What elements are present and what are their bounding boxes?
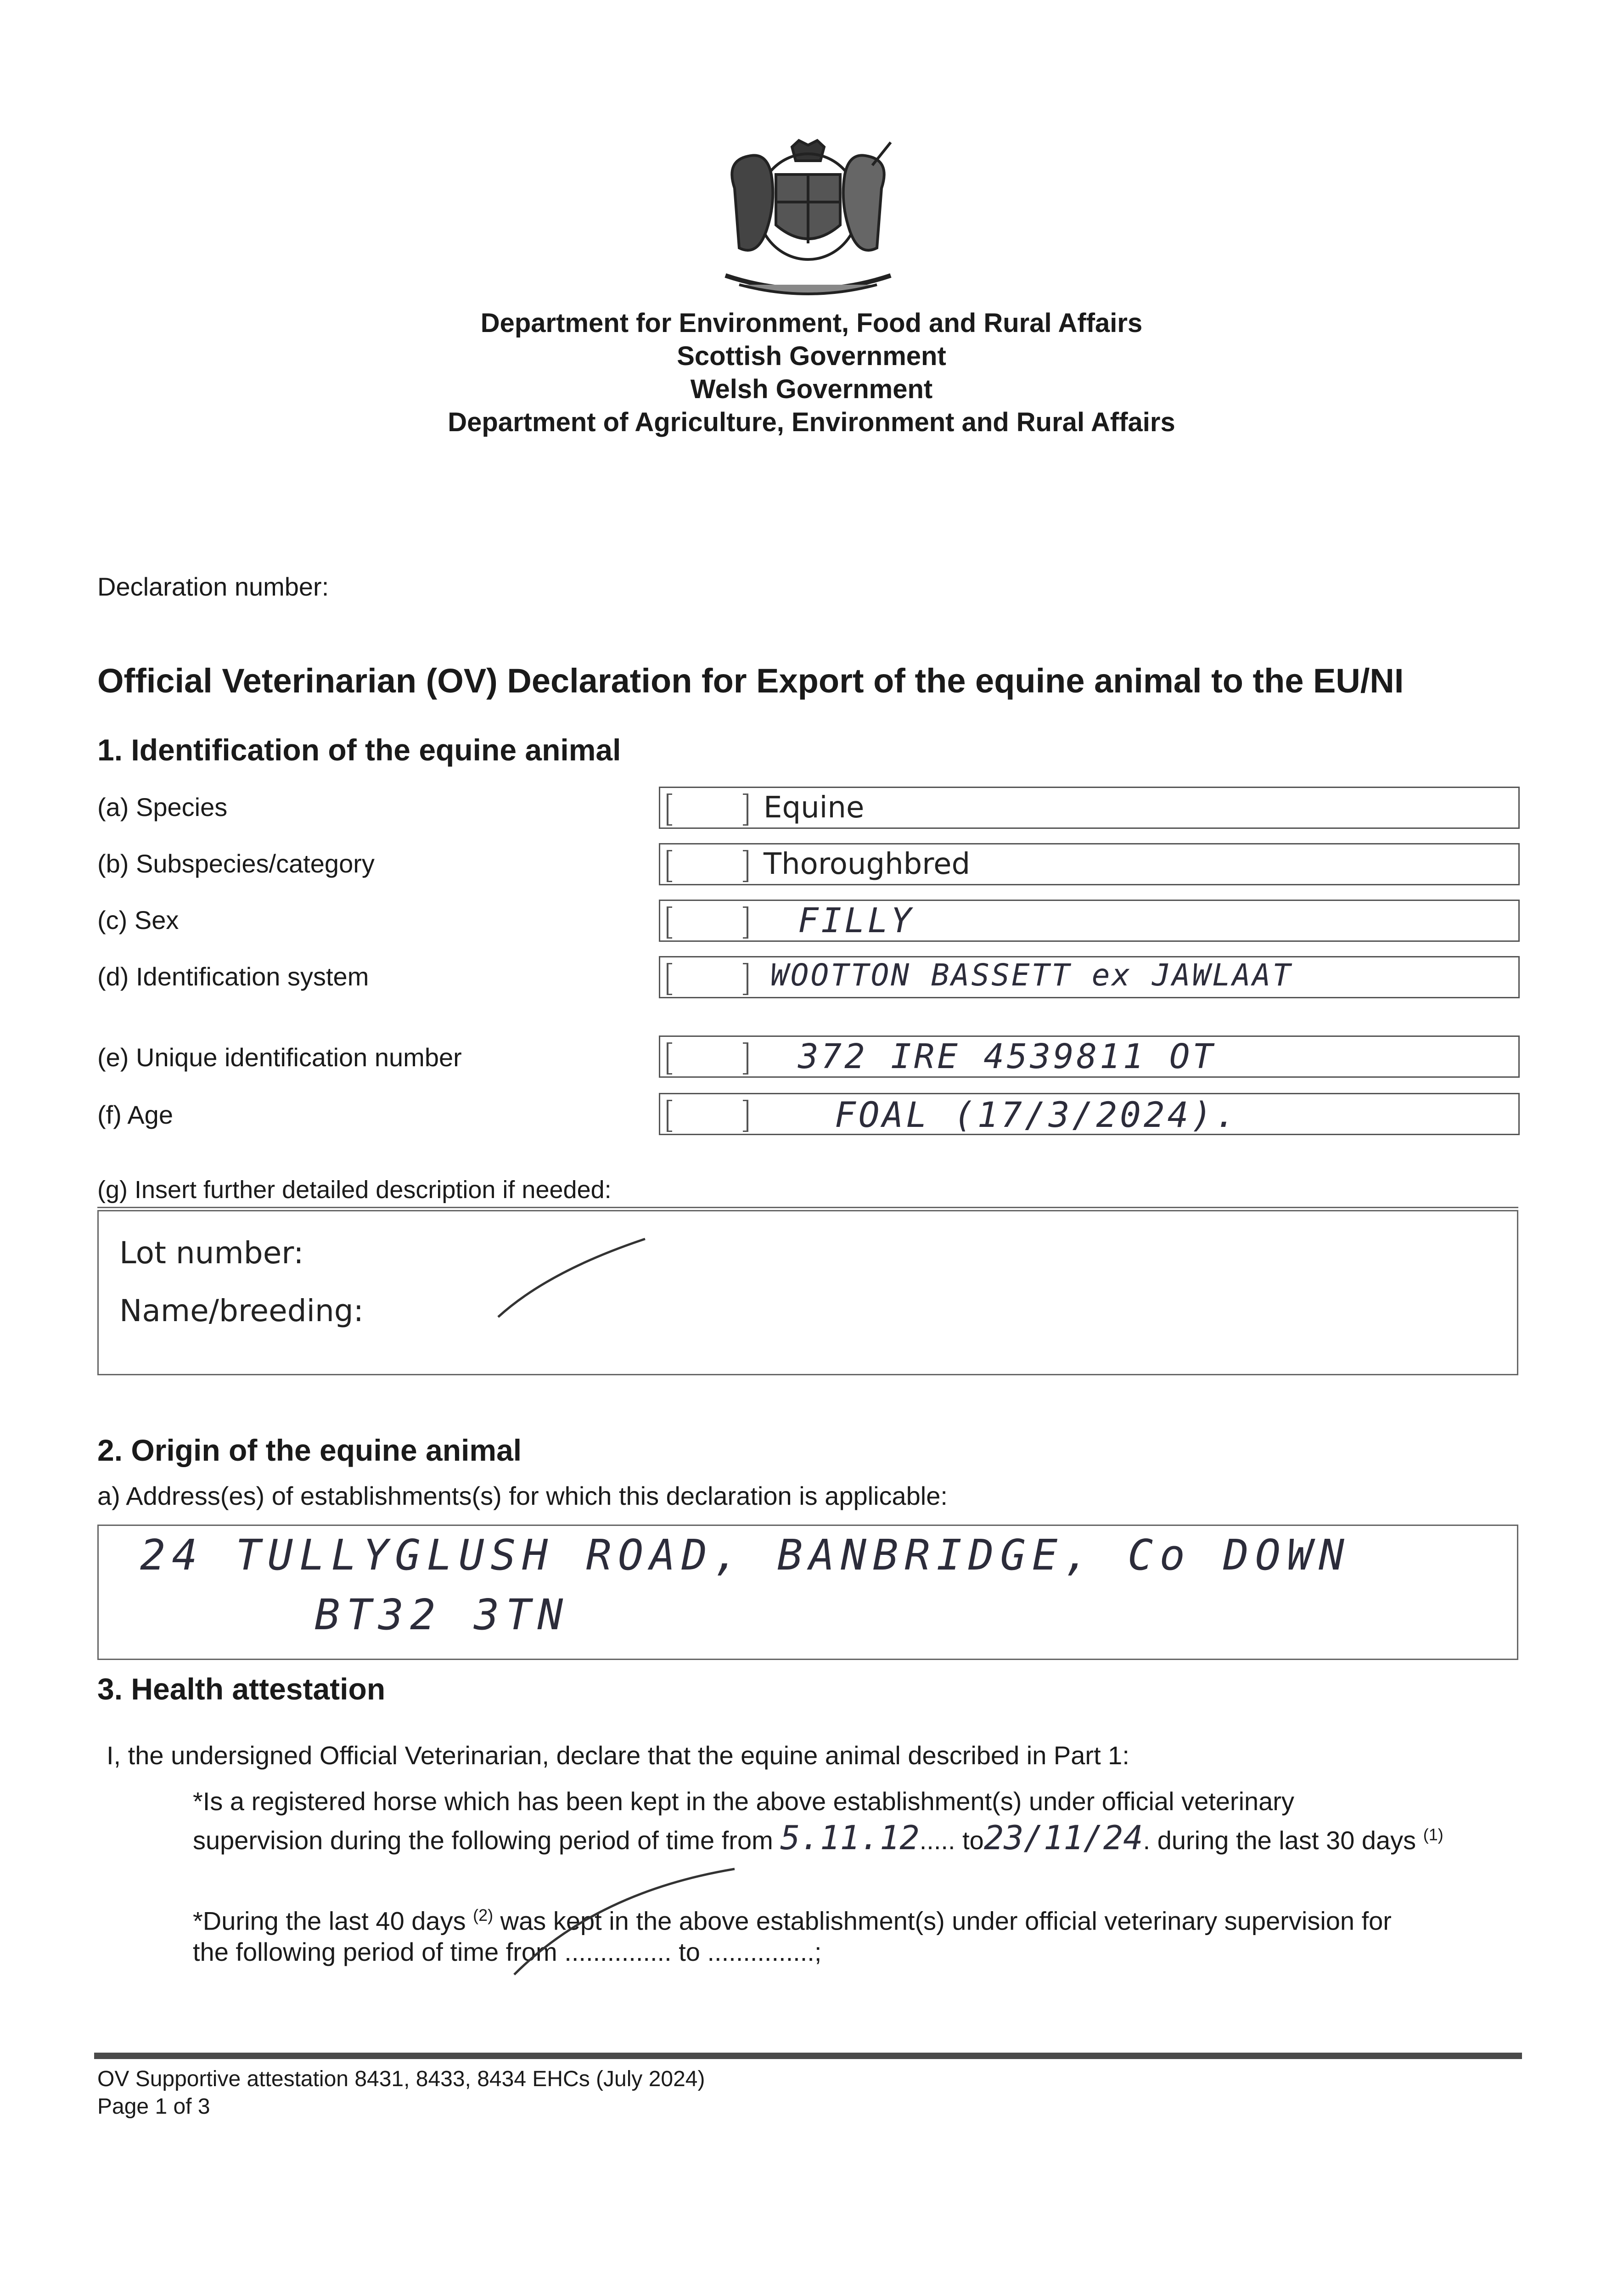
p1-text-a: supervision during the following period of time from (193, 1826, 781, 1855)
unique-id-field[interactable] (659, 1035, 1520, 1078)
subspecies-label: (b) Subspecies/category (97, 849, 375, 878)
department-line-3: Welsh Government (690, 374, 933, 404)
attestation-p1-line2 (193, 1818, 1443, 1857)
p1-text-to: ..... to (919, 1826, 984, 1855)
sex-value: FILLY (798, 901, 914, 940)
address-line-2: BT32 3TN (314, 1590, 570, 1639)
identification-system-value: WOOTTON BASSETT ex JAWLAAT (770, 957, 1293, 993)
attestation-p2-line1 (193, 1906, 1392, 1936)
age-value: FOAL (17/3/2024). (835, 1094, 1239, 1135)
p1-text-b: . during the last 30 days (1143, 1826, 1423, 1855)
p2-text-a: *During the last 40 days (193, 1906, 473, 1936)
section-1-heading: 1. Identification of the equine animal (97, 733, 621, 767)
p1-to-date: 23/11/24 (983, 1818, 1143, 1857)
species-label: (a) Species (97, 793, 228, 822)
lot-number-label: Lot number: (119, 1235, 304, 1271)
unique-id-value: 372 IRE 4539811 OT (798, 1037, 1216, 1076)
attestation-p1-line1: *Is a registered horse which has been kept in the above establishment(s) under official veterinary (193, 1787, 1294, 1816)
cancel-stroke-icon (494, 1230, 650, 1322)
footnote-ref-2: (2) (473, 1906, 494, 1925)
further-description-label: (g) Insert further detailed description if needed: (97, 1176, 612, 1204)
age-field[interactable] (659, 1093, 1520, 1135)
footnote-ref-1: (1) (1423, 1825, 1443, 1844)
sex-field[interactable] (659, 900, 1520, 942)
sex-label: (c) Sex (97, 906, 179, 934)
attestation-intro: I, the undersigned Official Veterinarian, declare that the equine animal described in Part 1: (107, 1741, 1129, 1770)
department-line-2: Scottish Government (677, 341, 946, 371)
further-description-box[interactable] (97, 1210, 1518, 1375)
department-line-1: Department for Environment, Food and Rural Affairs (480, 308, 1143, 338)
cancel-stroke-icon (505, 1864, 744, 1984)
address-line-1: 24 TULLYGLUSH ROAD, BANBRIDGE, Co DOWN (140, 1531, 1351, 1580)
department-line-4: Department of Agriculture, Environment and Rural Affairs (448, 407, 1175, 437)
footer-divider (94, 2053, 1522, 2059)
name-breeding-label: Name/breeding: (119, 1293, 364, 1328)
identification-system-field[interactable] (659, 956, 1520, 998)
address-box[interactable] (97, 1525, 1518, 1660)
royal-coat-of-arms-icon (707, 138, 909, 303)
identification-system-label: (d) Identification system (97, 962, 369, 991)
declaration-number-label: Declaration number: (97, 572, 329, 601)
section-2-heading: 2. Origin of the equine animal (97, 1433, 522, 1467)
page-number: Page 1 of 3 (97, 2094, 210, 2119)
page-title: Official Veterinarian (OV) Declaration for Export of the equine animal to the EU/NI (97, 662, 1404, 700)
subspecies-field[interactable] (659, 843, 1520, 885)
footer-attestation: OV Supportive attestation 8431, 8433, 8434 EHCs (July 2024) (97, 2067, 705, 2091)
address-label: a) Address(es) of establishments(s) for which this declaration is applicable: (97, 1481, 948, 1510)
p1-from-date: 5.11.12 (780, 1818, 920, 1857)
attestation-p2-line2: the following period of time from ............... to ...............; (193, 1937, 822, 1966)
p2-text-b: was kept in the above establishment(s) under official veterinary supervision for (493, 1906, 1392, 1936)
age-label: (f) Age (97, 1100, 173, 1129)
subspecies-value: Thoroughbred (764, 847, 971, 881)
species-field[interactable] (659, 787, 1520, 829)
section-3-heading: 3. Health attestation (97, 1672, 386, 1706)
species-value: Equine (764, 791, 865, 825)
unique-id-label: (e) Unique identification number (97, 1043, 462, 1072)
